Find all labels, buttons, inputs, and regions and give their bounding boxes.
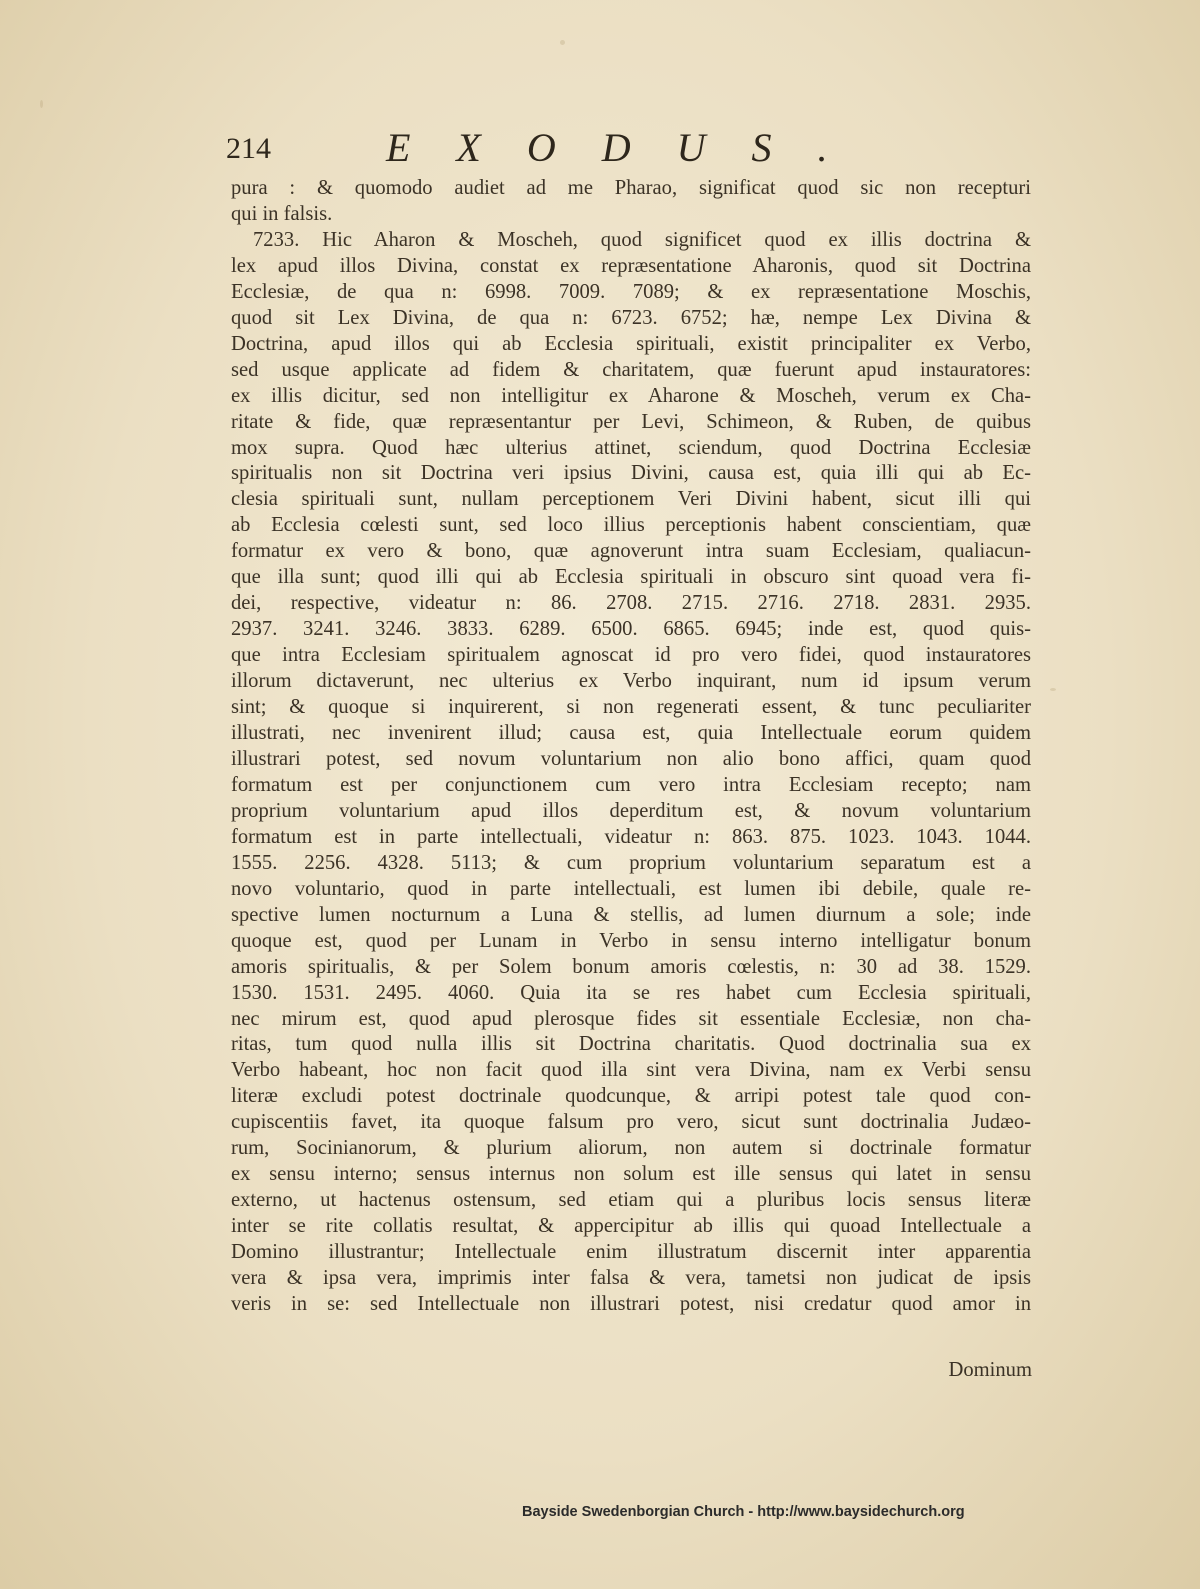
text-line: 1555. 2256. 4328. 5113; & cum proprium voluntarium separatum est a — [231, 851, 1031, 874]
text-line: illustrati, nec invenirent illud; causa est, quia Intellectuale eorum quidem — [231, 722, 1031, 745]
text-line: literæ excludi potest doctrinale quodcunque, & arripi potest tale quod con- — [231, 1085, 1031, 1108]
text-line: ritate & fide, quæ repræsentantur per Levi, Schimeon, & Ruben, de quibus — [231, 410, 1031, 433]
text-line: externo, ut hactenus ostensum, sed etiam qui a pluribus locis sensus literæ — [231, 1189, 1031, 1212]
text-line: 7233. Hic Aharon & Moscheh, quod significet quod ex illis doctrina & — [253, 228, 1031, 251]
text-line: cupiscentiis favet, ita quoque falsum pro vero, sicut sunt doctrinalia Judæo- — [231, 1111, 1031, 1134]
text-line: dei, respective, videatur n: 86. 2708. 2715. 2716. 2718. 2831. 2935. — [231, 592, 1031, 615]
text-line: sed usque applicate ad fidem & charitatem, quæ fuerunt apud instauratores: — [231, 358, 1031, 381]
text-line: quoque est, quod per Lunam in Verbo in sensu interno intelligatur bonum — [231, 929, 1031, 952]
text-line: formatum est per conjunctionem cum vero intra Ecclesiam recepto; nam — [231, 773, 1031, 796]
text-line: illorum dictaverunt, nec ulterius ex Verbo inquirant, num id ipsum verum — [231, 670, 1031, 693]
body-text — [231, 176, 1031, 1318]
page-header — [226, 118, 1034, 170]
footer-credit: Bayside Swedenborgian Church - http://www.baysidechurch.org — [522, 1504, 965, 1520]
text-line: proprium voluntarium apud illos deperditum est, & novum voluntarium — [231, 799, 1031, 822]
text-line: ab Ecclesia cœlesti sunt, sed loco illius perceptionis habent conscientiam, quæ — [231, 514, 1031, 537]
text-line: spective lumen nocturnum a Luna & stellis, ad lumen diurnum a sole; inde — [231, 903, 1031, 926]
running-title: EXODUS. — [386, 125, 874, 170]
text-line: Doctrina, apud illos qui ab Ecclesia spirituali, existit principaliter ex Verbo, — [231, 332, 1031, 355]
text-line: mox supra. Quod hæc ulterius attinet, sciendum, quod Doctrina Ecclesiæ — [231, 436, 1031, 459]
text-line: Domino illustrantur; Intellectuale enim illustratum discernit inter apparentia — [231, 1241, 1031, 1264]
text-line: formatum est in parte intellectuali, videatur n: 863. 875. 1023. 1043. 1044. — [231, 825, 1031, 848]
text-line: inter se rite collatis resultat, & appercipitur ab illis qui quoad Intellectuale a — [231, 1215, 1031, 1238]
text-line: Ecclesiæ, de qua n: 6998. 7009. 7089; & ex repræsentatione Moschis, — [231, 280, 1031, 303]
text-line: formatur ex vero & bono, quæ agnoverunt intra suam Ecclesiam, qualiacun- — [231, 540, 1031, 563]
text-line: clesia spirituali sunt, nullam perceptionem Veri Divini habent, sicut illi qui — [231, 488, 1031, 511]
text-line: novo voluntario, quod in parte intellectuali, est lumen ibi debile, quale re- — [231, 877, 1031, 900]
text-line: veris in se: sed Intellectuale non illustrari potest, nisi credatur quod amor in — [231, 1292, 1031, 1315]
text-line: sint; & quoque si inquirerent, si non regenerati essent, & tunc peculiariter — [231, 696, 1031, 719]
text-line: ex illis dicitur, sed non intelligitur ex Aharone & Moscheh, verum ex Cha- — [231, 384, 1031, 407]
catchword: Dominum — [948, 1359, 1032, 1381]
text-line: que intra Ecclesiam spiritualem agnoscat id pro vero fidei, quod instauratores — [231, 644, 1031, 667]
text-line: rum, Socinianorum, & plurium aliorum, non autem si doctrinale formatur — [231, 1137, 1031, 1160]
paper-stain — [560, 40, 565, 45]
text-line: amoris spiritualis, & per Solem bonum amoris cœlestis, n: 30 ad 38. 1529. — [231, 955, 1031, 978]
text-line: Verbo habeant, hoc non facit quod illa sint vera Divina, nam ex Verbi sensu — [231, 1059, 1031, 1082]
text-line: illustrari potest, sed novum voluntarium non alio bono affici, quam quod — [231, 747, 1031, 770]
paper-stain — [1050, 688, 1056, 691]
text-line: spiritualis non sit Doctrina veri ipsius Divini, causa est, quia illi qui ab Ec- — [231, 462, 1031, 485]
text-line: nec mirum est, quod apud plerosque fides sit essentiale Ecclesiæ, non cha- — [231, 1007, 1031, 1030]
text-line: que illa sunt; quod illi qui ab Ecclesia spirituali in obscuro sint quoad vera fi- — [231, 566, 1031, 589]
text-line: quod sit Lex Divina, de qua n: 6723. 6752; hæ, nempe Lex Divina & — [231, 306, 1031, 329]
text-line: 1530. 1531. 2495. 4060. Quia ita se res habet cum Ecclesia spirituali, — [231, 981, 1031, 1004]
text-line: 2937. 3241. 3246. 3833. 6289. 6500. 6865. 6945; inde est, quod quis- — [231, 618, 1031, 641]
text-line: ritas, tum quod nulla illis sit Doctrina charitatis. Quod doctrinalia sua ex — [231, 1033, 1031, 1056]
text-line: ex sensu interno; sensus internus non solum est ille sensus qui latet in sensu — [231, 1163, 1031, 1186]
page-number: 214 — [226, 132, 271, 165]
text-line: lex apud illos Divina, constat ex repræsentatione Aharonis, quod sit Doctrina — [231, 254, 1031, 277]
text-line: vera & ipsa vera, imprimis inter falsa & vera, tametsi non judicat de ipsis — [231, 1267, 1031, 1290]
paper-stain — [40, 100, 43, 108]
text-line: pura : & quomodo audiet ad me Pharao, significat quod sic non recepturi — [231, 177, 1031, 199]
bleed-through-shadow — [0, 88, 1200, 114]
text-line: qui in falsis. — [231, 202, 333, 225]
